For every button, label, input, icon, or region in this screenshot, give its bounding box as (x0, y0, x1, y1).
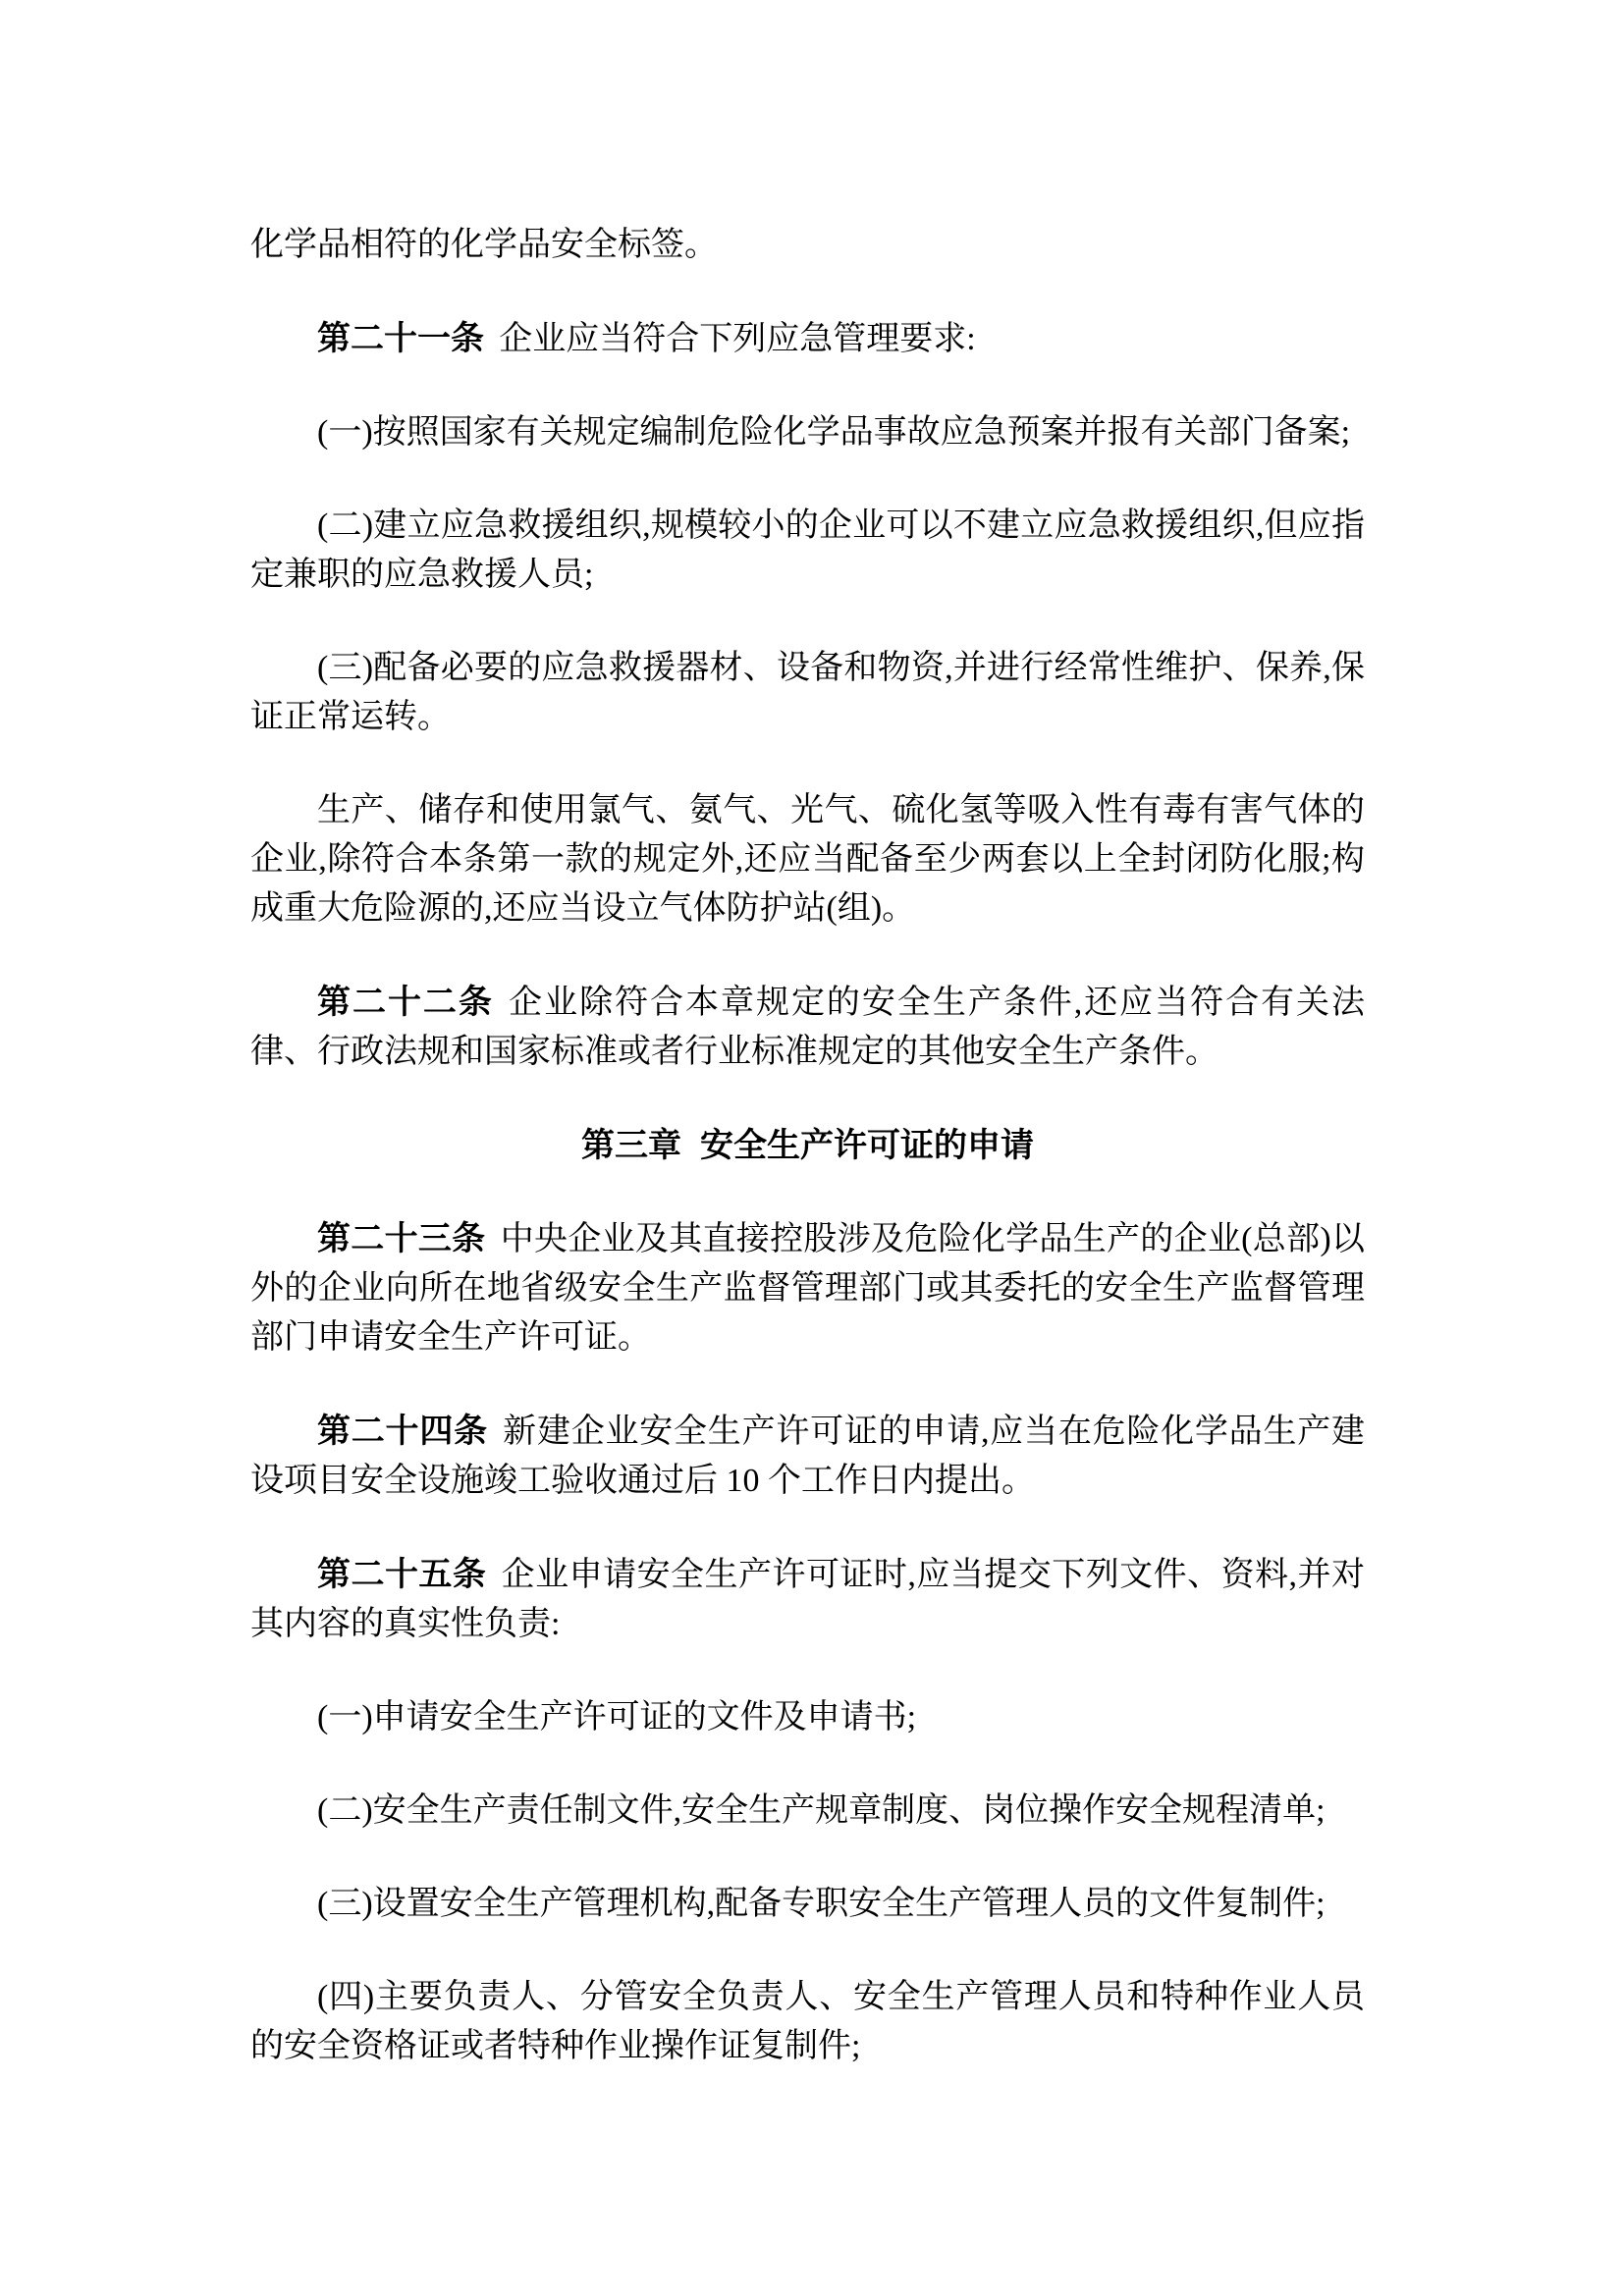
paragraph-text: (二)建立应急救援组织,规模较小的企业可以不建立应急救援组织,但应指定兼职的应急救援人员; (250, 507, 1365, 593)
paragraph-text: (四)主要负责人、分管安全负责人、安全生产管理人员和特种作业人员的安全资格证或者特种作业操作证复制件; (250, 1979, 1365, 2064)
article-number: 第二十三条 (317, 1220, 486, 1257)
paragraph-text: 生产、储存和使用氯气、氨气、光气、硫化氢等吸入性有毒有害气体的企业,除符合本条第一款的规定外,还应当配备至少两套以上全封闭防化服;构成重大危险源的,还应当设立气体防护站(组)。 (250, 792, 1365, 927)
paragraph (250, 1407, 1365, 1506)
paragraph-text: 化学品相符的化学品安全标签。 (250, 227, 718, 263)
article-number: 第二十四条 (317, 1413, 488, 1450)
paragraph-text: 中央企业及其直接控股涉及危险化学品生产的企业(总部)以外的企业向所在地省级安全生产监督管理部门或其委托的安全生产监督管理部门申请安全生产许可证。 (250, 1221, 1365, 1356)
paragraph-text: (三)设置安全生产管理机构,配备专职安全生产管理人员的文件复制件; (317, 1886, 1326, 1922)
paragraph (250, 1693, 1365, 1742)
paragraph-text: (一)按照国家有关规定编制危险化学品事故应急预案并报有关部门备案; (317, 414, 1351, 451)
paragraph (250, 1214, 1365, 1362)
paragraph (250, 786, 1365, 934)
paragraph-text: 企业除符合本章规定的安全生产条件,还应当符合有关法律、行政法规和国家标准或者行业标准规定的其他安全生产条件。 (250, 985, 1366, 1070)
chapter-heading-text: 第三章 安全生产许可证的申请 (581, 1127, 1034, 1164)
paragraph (250, 1880, 1365, 1929)
paragraph (250, 978, 1365, 1077)
paragraph (250, 1973, 1365, 2071)
article-number: 第二十二条 (317, 984, 494, 1021)
paragraph (250, 502, 1365, 600)
paragraph-text: 企业应当符合下列应急管理要求: (499, 321, 976, 357)
article-number: 第二十五条 (317, 1556, 487, 1593)
paragraph (250, 644, 1365, 742)
paragraph-text: (一)申请安全生产许可证的文件及申请书; (317, 1699, 917, 1735)
paragraph (250, 1550, 1365, 1649)
paragraph (250, 221, 1365, 270)
article-number: 第二十一条 (317, 320, 484, 357)
chapter-heading (250, 1121, 1365, 1170)
paragraph (250, 314, 1365, 364)
paragraph-text: (二)安全生产责任制文件,安全生产规章制度、岗位操作安全规程清单; (317, 1792, 1326, 1829)
paragraph (250, 1787, 1365, 1836)
paragraph (250, 408, 1365, 457)
paragraph-text: (三)配备必要的应急救援器材、设备和物资,并进行经常性维护、保养,保证正常运转。 (250, 650, 1365, 735)
paragraph-text: 企业申请安全生产许可证时,应当提交下列文件、资料,并对其内容的真实性负责: (250, 1557, 1366, 1642)
paragraph-text: 新建企业安全生产许可证的申请,应当在危险化学品生产建设项目安全设施竣工验收通过后 10 个工作日内提出。 (250, 1414, 1366, 1499)
